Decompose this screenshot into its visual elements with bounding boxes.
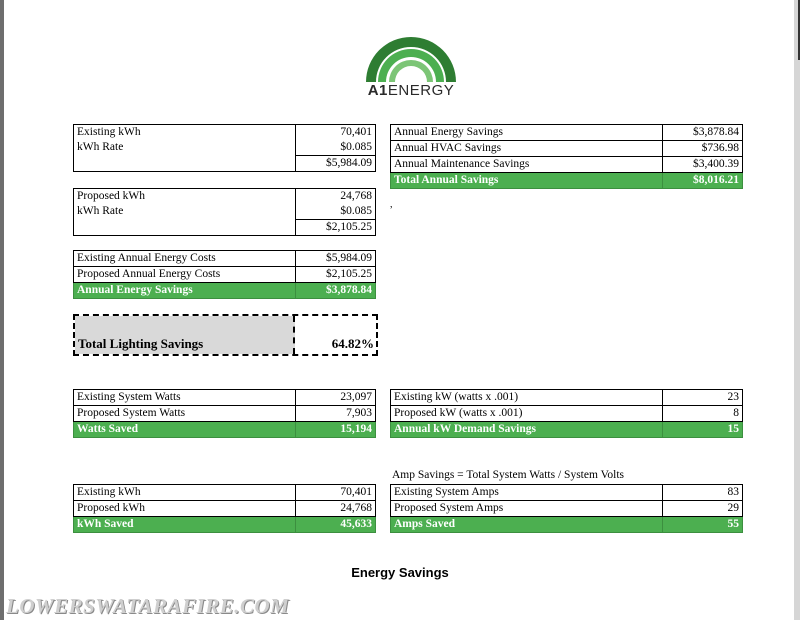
system-watts-table	[73, 389, 376, 438]
logo-wordmark-bold: A1	[367, 82, 388, 99]
table-cell-value: 70,401	[296, 485, 376, 501]
table-cell-value: 24,768	[296, 501, 376, 517]
table-cell-value: $0.085	[296, 204, 376, 220]
table-cell-label: Proposed Annual Energy Costs	[74, 267, 296, 283]
table-cell-label: Annual Maintenance Savings	[391, 157, 663, 173]
table-cell-value: 24,768	[296, 189, 376, 205]
page-right-edge	[794, 0, 800, 620]
table-cell-blank	[74, 220, 296, 236]
table-cell-value: 70,401	[296, 125, 376, 141]
stray-mark: ,	[390, 199, 393, 210]
table-cell-value: $2,105.25	[296, 267, 376, 283]
total-row-value: $8,016.21	[663, 173, 743, 189]
total-lighting-label: Total Lighting Savings	[78, 336, 204, 351]
figure-caption: Energy Savings	[351, 565, 449, 580]
total-row-value: 15	[663, 422, 743, 438]
total-row-label: Total Annual Savings	[391, 173, 663, 189]
existing-kwh-cost-table	[73, 124, 376, 172]
table-cell-value: 7,903	[296, 406, 376, 422]
total-row-label: Watts Saved	[74, 422, 296, 438]
table-cell-label: Existing kWh	[74, 485, 296, 501]
table-cell-label: Annual Energy Savings	[391, 125, 663, 141]
total-row-label: Amps Saved	[391, 517, 663, 533]
annual-costs-table	[73, 250, 376, 299]
table-cell-blank	[74, 156, 296, 172]
table-cell-label: kWh Rate	[74, 140, 296, 156]
annual-savings-table	[390, 124, 743, 189]
table-cell-value: 83	[663, 485, 743, 501]
logo-wordmark	[356, 82, 466, 99]
total-row-label: Annual Energy Savings	[74, 283, 296, 299]
table-cell-value: $5,984.09	[296, 251, 376, 267]
total-row-label: kWh Saved	[74, 517, 296, 533]
table-cell-label: Annual HVAC Savings	[391, 141, 663, 157]
total-row-value: 55	[663, 517, 743, 533]
table-cell-value: 8	[663, 406, 743, 422]
proposed-kwh-cost-table	[73, 188, 376, 236]
table-cell-value: $736.98	[663, 141, 743, 157]
table-cell-label: kWh Rate	[74, 204, 296, 220]
table-cell-result: $5,984.09	[296, 156, 376, 172]
total-lighting-label-cell	[75, 316, 295, 354]
page-left-edge	[0, 0, 4, 620]
table-cell-label: Proposed kW (watts x .001)	[391, 406, 663, 422]
total-lighting-value-cell	[297, 316, 376, 354]
table-cell-value: $0.085	[296, 140, 376, 156]
system-amps-table	[390, 484, 743, 533]
table-cell-label: Proposed System Watts	[74, 406, 296, 422]
amp-savings-formula-note: Amp Savings = Total System Watts / System Volts	[392, 469, 625, 481]
table-cell-label: Existing kWh	[74, 125, 296, 141]
total-row-value: 15,194	[296, 422, 376, 438]
table-cell-label: Proposed kWh	[74, 501, 296, 517]
table-cell-label: Proposed System Amps	[391, 501, 663, 517]
table-cell-value: 29	[663, 501, 743, 517]
table-cell-label: Existing System Amps	[391, 485, 663, 501]
table-cell-value: $3,878.84	[663, 125, 743, 141]
table-cell-label: Existing kW (watts x .001)	[391, 390, 663, 406]
site-watermark: LOWERSWATARAFIRE.COM	[6, 594, 290, 618]
table-cell-value: 23,097	[296, 390, 376, 406]
kwh-saved-table	[73, 484, 376, 533]
total-lighting-value: 64.82%	[331, 336, 374, 351]
total-row-value: 45,633	[296, 517, 376, 533]
table-cell-label: Proposed kWh	[74, 189, 296, 205]
total-row-label: Annual kW Demand Savings	[391, 422, 663, 438]
logo-wordmark-rest: ENERGY	[387, 82, 455, 99]
table-cell-label: Existing Annual Energy Costs	[74, 251, 296, 267]
table-cell-result: $2,105.25	[296, 220, 376, 236]
table-cell-value: $3,400.39	[663, 157, 743, 173]
table-cell-label: Existing System Watts	[74, 390, 296, 406]
total-lighting-savings-box	[73, 314, 378, 356]
table-cell-value: 23	[663, 390, 743, 406]
kw-demand-table	[390, 389, 743, 438]
total-row-value: $3,878.84	[296, 283, 376, 299]
